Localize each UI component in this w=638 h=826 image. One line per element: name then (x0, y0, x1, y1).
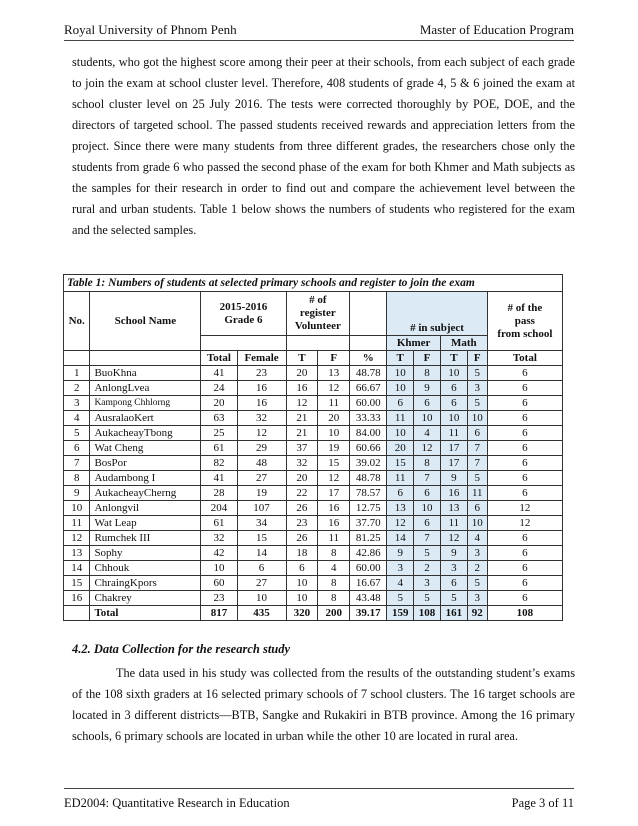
table-cell: 6 (286, 561, 318, 576)
table-row (64, 456, 563, 471)
table-cell: 26 (286, 531, 318, 546)
table-cell: 12 (64, 531, 90, 546)
table-cell: 7 (467, 456, 487, 471)
table-cell: 22 (286, 486, 318, 501)
table-cell: 27 (237, 576, 286, 591)
table-cell: 2 (64, 381, 90, 396)
table-cell: 12 (318, 381, 350, 396)
total-cell: 320 (286, 606, 318, 621)
table-cell: 7 (414, 531, 441, 546)
table-cell: 3 (387, 561, 414, 576)
total-cell: 39.17 (350, 606, 387, 621)
table-cell: 9 (414, 381, 441, 396)
table-cell: 10 (414, 411, 441, 426)
header-left: Royal University of Phnom Penh (64, 22, 237, 37)
table-cell: 19 (237, 486, 286, 501)
table-row (64, 561, 563, 576)
subheader-cell: T (387, 351, 414, 366)
table-cell: 6 (487, 486, 562, 501)
subheader-cell: T (440, 351, 467, 366)
table-cell: 10 (318, 426, 350, 441)
table-cell: 33.33 (350, 411, 387, 426)
table-row (64, 381, 563, 396)
total-cell: 817 (201, 606, 237, 621)
table-cell: 12 (318, 471, 350, 486)
table-cell: 6 (467, 426, 487, 441)
table-cell: 16 (64, 591, 90, 606)
table-cell: 82 (201, 456, 237, 471)
school-name-cell: Audambong I (90, 471, 201, 486)
table-cell: 5 (414, 591, 441, 606)
table-cell: 41 (201, 366, 237, 381)
table-cell: 3 (440, 561, 467, 576)
table-cell: 3 (467, 381, 487, 396)
table-cell: 17 (440, 441, 467, 456)
total-cell: 108 (487, 606, 562, 621)
table-row (64, 531, 563, 546)
table-cell: 15 (64, 576, 90, 591)
subheader-cell: F (467, 351, 487, 366)
table-cell: 13 (318, 366, 350, 381)
table-cell: 7 (467, 441, 487, 456)
subheader-cell: Total (201, 351, 237, 366)
table-cell: 32 (237, 411, 286, 426)
table-cell: 32 (286, 456, 318, 471)
table-cell: 5 (467, 366, 487, 381)
table-cell: 6 (487, 411, 562, 426)
table-cell: 6 (487, 456, 562, 471)
table-row (64, 441, 563, 456)
header-khmer: Khmer (387, 336, 441, 351)
table-cell: 13 (64, 546, 90, 561)
table-cell: 16 (318, 516, 350, 531)
table-cell: 10 (387, 426, 414, 441)
table-cell: 11 (440, 426, 467, 441)
table-cell: 11 (467, 486, 487, 501)
section-heading: 4.2. Data Collection for the research study (72, 642, 291, 656)
table-cell: 8 (318, 576, 350, 591)
table-cell: 60.00 (350, 561, 387, 576)
table-cell: 12 (487, 516, 562, 531)
school-name-cell: Anlongvil (90, 501, 201, 516)
table-cell: 6 (414, 486, 441, 501)
table-row (64, 591, 563, 606)
table-cell: 10 (237, 591, 286, 606)
total-cell: Total (90, 606, 201, 621)
table-cell: 2 (467, 561, 487, 576)
header-register: # of register Volunteer (286, 292, 350, 336)
table-cell: 5 (467, 396, 487, 411)
table-cell: 37.70 (350, 516, 387, 531)
table-cell: 42 (201, 546, 237, 561)
footer-left: ED2004: Quantitative Research in Education (64, 796, 290, 810)
table-cell: 10 (387, 381, 414, 396)
table-cell: 60.66 (350, 441, 387, 456)
table-cell: 27 (237, 471, 286, 486)
table-cell: 34 (237, 516, 286, 531)
table-cell: 21 (286, 426, 318, 441)
table-cell: 9 (440, 471, 467, 486)
table-cell: 11 (318, 396, 350, 411)
table-cell: 4 (387, 576, 414, 591)
table-cell: 20 (201, 396, 237, 411)
table-cell: 6 (487, 441, 562, 456)
table-cell: 12 (237, 426, 286, 441)
school-name-cell: BosPor (90, 456, 201, 471)
table-cell: 16 (286, 381, 318, 396)
table-cell: 13 (387, 501, 414, 516)
subheader-spacer (64, 351, 90, 366)
header-right: Master of Education Program (419, 22, 574, 37)
table-cell: 20 (318, 411, 350, 426)
table-cell: 6 (487, 561, 562, 576)
table-row (64, 411, 563, 426)
table-cell: 12 (487, 501, 562, 516)
table-row (64, 576, 563, 591)
body-paragraph-1: students, who got the highest score among their peer at their schools, from each subject of each grade to join the exam at school cluster level. Therefore, 408 students of grade 4, 5 & 6 joined the exam at school cluster level on 25 July 2016. The tests were corrected thoroughly by POE, DOE, and the directors of targeted school. The passed students received rewards and appreciation letters from the project. Since there were many students from three different grades, the researchers chose only the students from grade 6 who passed the second phase of the exam for both Khmer and Math subjects as the samples for their research in order to find out and compare the achievement level between the rural and urban students. Table 1 below shows the numbers of students who registered for the exam and the selected samples. (72, 55, 575, 237)
school-name-cell: AukacheayTbong (90, 426, 201, 441)
table-cell: 16.67 (350, 576, 387, 591)
table-cell: 2 (414, 561, 441, 576)
table-cell: 9 (387, 546, 414, 561)
table-cell: 21 (286, 411, 318, 426)
table-cell: 4 (64, 411, 90, 426)
table-cell: 4 (318, 561, 350, 576)
table-cell: 4 (467, 531, 487, 546)
table-cell: 16 (237, 381, 286, 396)
table-row (64, 396, 563, 411)
table-cell: 23 (201, 591, 237, 606)
table-cell: 11 (387, 411, 414, 426)
table-cell: 5 (414, 546, 441, 561)
table-cell: 6 (237, 561, 286, 576)
table-cell: 7 (64, 456, 90, 471)
table-cell: 6 (440, 381, 467, 396)
table-row (64, 486, 563, 501)
header-grade: 2015-2016 Grade 6 (201, 292, 286, 336)
table-cell: 48.78 (350, 471, 387, 486)
subheader-cell: Total (487, 351, 562, 366)
subheader-cell: T (286, 351, 318, 366)
table-cell: 78.57 (350, 486, 387, 501)
school-name-cell: Chhouk (90, 561, 201, 576)
subheader-cell: % (350, 351, 387, 366)
table-cell: 8 (318, 591, 350, 606)
table-cell: 5 (467, 471, 487, 486)
table-cell: 8 (64, 471, 90, 486)
table-row (64, 426, 563, 441)
table-cell: 60.00 (350, 396, 387, 411)
table-cell: 7 (414, 471, 441, 486)
table-cell: 6 (487, 381, 562, 396)
table-cell: 84.00 (350, 426, 387, 441)
table-cell: 5 (387, 591, 414, 606)
students-table (63, 274, 563, 621)
total-row (64, 606, 563, 621)
table-body (64, 366, 563, 606)
table-cell: 6 (487, 426, 562, 441)
subheader-row (64, 351, 563, 366)
table-cell: 48 (237, 456, 286, 471)
table-cell: 6 (440, 396, 467, 411)
school-name-cell: BuoKhna (90, 366, 201, 381)
table-cell: 6 (487, 546, 562, 561)
table-caption: Table 1: Numbers of students at selected primary schools and register to join the exam (64, 275, 563, 292)
table-cell: 23 (286, 516, 318, 531)
table-cell: 6 (440, 576, 467, 591)
header-school-name: School Name (90, 292, 201, 351)
school-name-cell: Sophy (90, 546, 201, 561)
table-cell: 13 (440, 501, 467, 516)
table-cell: 6 (487, 396, 562, 411)
table-cell: 37 (286, 441, 318, 456)
table-cell: 41 (201, 471, 237, 486)
table-row (64, 366, 563, 381)
table-cell: 28 (201, 486, 237, 501)
table-cell: 12 (414, 441, 441, 456)
table-cell: 17 (440, 456, 467, 471)
table-cell: 10 (387, 366, 414, 381)
table-cell: 39.02 (350, 456, 387, 471)
table-cell: 6 (414, 516, 441, 531)
total-cell: 92 (467, 606, 487, 621)
table-cell: 20 (286, 366, 318, 381)
table-cell: 63 (201, 411, 237, 426)
table-cell: 12 (286, 396, 318, 411)
table-row (64, 516, 563, 531)
table-cell: 3 (467, 546, 487, 561)
table-cell: 10 (440, 366, 467, 381)
table-cell: 9 (64, 486, 90, 501)
table-cell: 16 (440, 486, 467, 501)
table-cell: 26 (286, 501, 318, 516)
table-cell: 16 (318, 501, 350, 516)
table-cell: 11 (64, 516, 90, 531)
table-cell: 10 (440, 411, 467, 426)
table-cell: 5 (440, 591, 467, 606)
subheader-cell: F (414, 351, 441, 366)
table-cell: 20 (286, 471, 318, 486)
total-cell (64, 606, 90, 621)
table-cell: 107 (237, 501, 286, 516)
table-cell: 6 (467, 501, 487, 516)
table-cell: 10 (201, 561, 237, 576)
total-cell: 435 (237, 606, 286, 621)
table-cell: 10 (467, 411, 487, 426)
footer-right: Page 3 of 11 (511, 796, 574, 810)
table-cell: 10 (467, 516, 487, 531)
school-name-cell: Kampong Chhlorng (90, 396, 201, 411)
table-cell: 6 (387, 486, 414, 501)
table-cell: 15 (387, 456, 414, 471)
page-header (64, 16, 574, 41)
table-cell: 6 (487, 531, 562, 546)
table-cell: 6 (487, 471, 562, 486)
table-cell: 60 (201, 576, 237, 591)
table-row (64, 501, 563, 516)
header-no: No. (64, 292, 90, 351)
school-name-cell: Chakrey (90, 591, 201, 606)
table-cell: 48.78 (350, 366, 387, 381)
table-cell: 42.86 (350, 546, 387, 561)
table-cell: 6 (387, 396, 414, 411)
table-cell: 10 (286, 576, 318, 591)
table-cell: 3 (467, 591, 487, 606)
table-cell: 5 (64, 426, 90, 441)
subheader-spacer (90, 351, 201, 366)
school-name-cell: AusralaoKert (90, 411, 201, 426)
school-name-cell: Rumchek III (90, 531, 201, 546)
table-cell: 3 (414, 576, 441, 591)
header-in-subject: # in subject (387, 292, 487, 336)
subheader-cell: F (318, 351, 350, 366)
table-cell: 9 (440, 546, 467, 561)
total-cell: 108 (414, 606, 441, 621)
table-cell: 5 (467, 576, 487, 591)
school-name-cell: Wat Cheng (90, 441, 201, 456)
school-name-cell: AukacheayCherng (90, 486, 201, 501)
table-cell: 14 (387, 531, 414, 546)
table-cell: 6 (64, 441, 90, 456)
school-name-cell: ChraingKpors (90, 576, 201, 591)
table-row (64, 471, 563, 486)
table-cell: 4 (414, 426, 441, 441)
table-cell: 43.48 (350, 591, 387, 606)
table-cell: 8 (414, 456, 441, 471)
table-cell: 19 (318, 441, 350, 456)
table-cell: 3 (64, 396, 90, 411)
table-cell: 25 (201, 426, 237, 441)
table-cell: 12 (387, 516, 414, 531)
page-footer (64, 788, 574, 811)
school-name-cell: AnlongLvea (90, 381, 201, 396)
body-paragraph-2: The data used in his study was collected from the results of the outstanding student’s exams of the 108 sixth graders at 16 selected primary schools of 7 school clusters. The 16 target schools are located in 3 different districts—BTB, Sangke and Rukakiri in BTB province. Among the 16 primary schools, 6 primary schools are located in urban while the other 10 are located in rural area. (72, 666, 575, 743)
table-cell: 10 (286, 591, 318, 606)
table-cell: 204 (201, 501, 237, 516)
table-cell: 8 (318, 546, 350, 561)
table-cell: 6 (487, 366, 562, 381)
table-cell: 6 (487, 576, 562, 591)
table-cell: 23 (237, 366, 286, 381)
subheader-cell: Female (237, 351, 286, 366)
table-cell: 12.75 (350, 501, 387, 516)
table-cell: 16 (237, 396, 286, 411)
total-cell: 200 (318, 606, 350, 621)
header-grade-spacer (201, 336, 286, 351)
table-cell: 66.67 (350, 381, 387, 396)
header-pct-spacer (350, 336, 387, 351)
table-cell: 10 (64, 501, 90, 516)
table-cell: 1 (64, 366, 90, 381)
table-cell: 11 (387, 471, 414, 486)
table-cell: 20 (387, 441, 414, 456)
total-cell: 159 (387, 606, 414, 621)
table-cell: 6 (487, 591, 562, 606)
table-cell: 15 (318, 456, 350, 471)
total-cell: 161 (440, 606, 467, 621)
table-cell: 18 (286, 546, 318, 561)
table-cell: 6 (414, 396, 441, 411)
table-cell: 11 (440, 516, 467, 531)
table-cell: 61 (201, 441, 237, 456)
table-cell: 32 (201, 531, 237, 546)
header-blank (350, 292, 387, 336)
table-row (64, 546, 563, 561)
table-cell: 15 (237, 531, 286, 546)
table-cell: 24 (201, 381, 237, 396)
table-cell: 61 (201, 516, 237, 531)
header-pass: # of the pass from school (487, 292, 562, 351)
table-cell: 14 (237, 546, 286, 561)
table-cell: 14 (64, 561, 90, 576)
table-cell: 11 (318, 531, 350, 546)
table-cell: 10 (414, 501, 441, 516)
school-name-cell: Wat Leap (90, 516, 201, 531)
table-cell: 81.25 (350, 531, 387, 546)
header-reg-spacer (286, 336, 350, 351)
table-cell: 29 (237, 441, 286, 456)
table-cell: 12 (440, 531, 467, 546)
table-cell: 17 (318, 486, 350, 501)
header-math: Math (440, 336, 487, 351)
table-cell: 8 (414, 366, 441, 381)
